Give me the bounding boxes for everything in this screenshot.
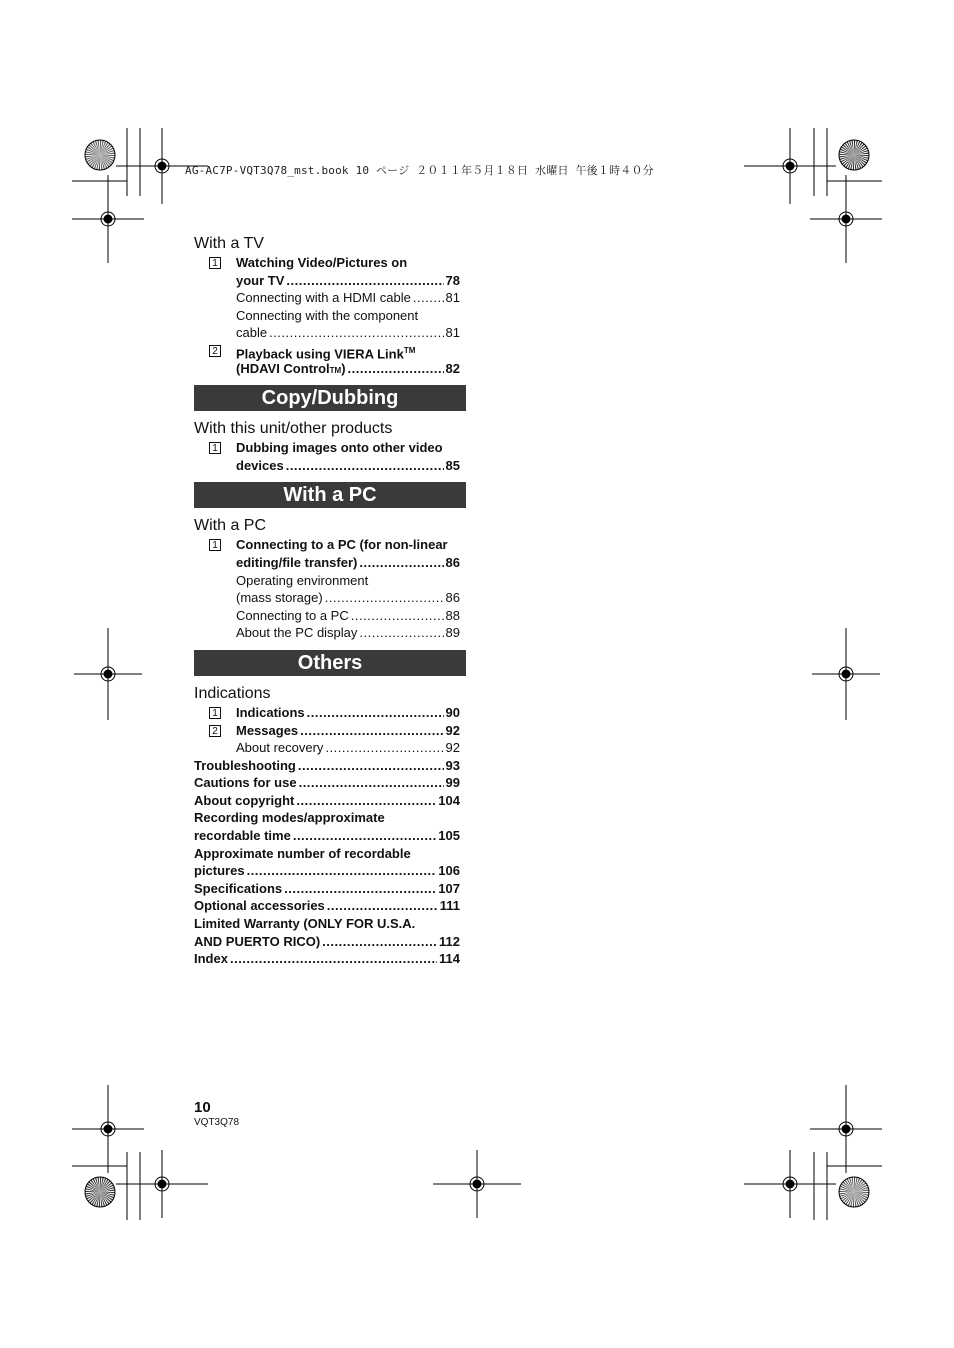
toc-subitem-label: Connecting with a HDMI cable	[236, 290, 411, 306]
toc-page-number: 112	[439, 933, 460, 949]
toc-item[interactable]	[194, 272, 466, 290]
toc-item[interactable]	[194, 704, 466, 722]
toc-subitem[interactable]	[194, 589, 466, 607]
toc-entry[interactable]	[194, 757, 466, 775]
toc-item-label: editing/file transfer)	[236, 554, 358, 570]
toc-entry-label: Troubleshooting	[194, 757, 296, 773]
toc-item[interactable]	[194, 457, 466, 475]
toc-item-label: your TV	[236, 272, 285, 288]
register-mark	[72, 175, 144, 263]
toc-item[interactable]	[194, 439, 466, 457]
starburst-icon	[839, 1177, 869, 1207]
item-number-badge: 1	[209, 442, 221, 454]
toc-item-label: Playback using VIERA Link	[236, 346, 404, 362]
toc-entry-label: Recording modes/approximate	[194, 810, 385, 826]
toc-page-number: 93	[445, 757, 460, 773]
toc-page-number: 107	[438, 880, 460, 896]
subheading-indications: Indications	[194, 684, 271, 702]
page-number: 10	[194, 1099, 211, 1116]
toc-entry[interactable]	[194, 774, 466, 792]
toc-item-label: Indications	[236, 704, 305, 720]
toc-entry[interactable]	[194, 845, 466, 863]
toc-item[interactable]	[194, 254, 466, 272]
toc-entry[interactable]	[194, 950, 466, 968]
register-mark	[812, 628, 880, 720]
toc-entry[interactable]	[194, 792, 466, 810]
toc-page-number: 106	[438, 863, 460, 879]
toc-entry-label: Optional accessories	[194, 898, 325, 914]
toc-page-number: 78	[445, 272, 460, 288]
register-mark	[116, 1150, 208, 1218]
section-bar-others: Others	[194, 650, 466, 676]
toc-entry[interactable]	[194, 933, 466, 951]
item-number-badge: 1	[209, 539, 221, 551]
toc-page-number: 90	[445, 704, 460, 720]
toc-entry-label: AND PUERTO RICO)	[194, 933, 321, 949]
toc-page-number: 81	[445, 290, 460, 306]
toc-page-number: 105	[438, 828, 460, 844]
toc-page-number: 111	[439, 898, 460, 914]
toc-item-label: (HDAVI Control	[236, 360, 330, 376]
toc-entry-label: Approximate number of recordable	[194, 845, 411, 861]
toc-entry-label: pictures	[194, 863, 245, 879]
trademark-sup: TM	[329, 365, 342, 375]
section-bar-copy-dubbing: Copy/Dubbing	[194, 385, 466, 411]
toc-page-number: 88	[445, 607, 460, 623]
register-mark	[810, 1085, 882, 1173]
toc-subitem[interactable]	[194, 739, 466, 757]
toc-page-number: 86	[445, 590, 460, 606]
subheading-with-a-pc: With a PC	[194, 517, 267, 535]
item-number-badge: 2	[209, 725, 221, 737]
toc-page-number: 99	[445, 775, 460, 791]
toc-subitem[interactable]	[194, 289, 466, 307]
document-code: VQT3Q78	[194, 1117, 240, 1128]
toc-subitem[interactable]	[194, 324, 466, 342]
toc-item-label: devices	[236, 457, 284, 473]
toc-subitem-label: Connecting to a PC	[236, 607, 349, 623]
toc-subitem[interactable]	[194, 624, 466, 642]
toc-subitem-label: Operating environment	[236, 572, 369, 588]
toc-entry-label: Limited Warranty (ONLY FOR U.S.A.	[194, 916, 416, 932]
toc-item[interactable]	[194, 342, 466, 360]
register-mark	[74, 628, 142, 720]
toc-item-label: Dubbing images onto other video	[236, 440, 443, 456]
toc-subitem-label: About recovery	[236, 740, 324, 756]
toc-subitem[interactable]	[194, 572, 466, 590]
toc-page-number: 85	[445, 457, 460, 473]
toc-subitem-label: (mass storage)	[236, 590, 323, 606]
toc-subitem[interactable]	[194, 607, 466, 625]
toc-entry[interactable]	[194, 897, 466, 915]
toc-subitem-label: cable	[236, 325, 268, 341]
trademark-sup: TM	[403, 345, 416, 355]
toc-subitem-label: Connecting with the component	[236, 307, 419, 323]
toc-entry[interactable]	[194, 809, 466, 827]
toc-item-label: Messages	[236, 722, 299, 738]
print-header-line: AG-AC7P-VQT3Q78_mst.book 10 ページ ２０１１年５月１８日 水曜日 午後１時４０分	[185, 164, 654, 177]
toc-entry[interactable]	[194, 915, 466, 933]
toc-item[interactable]	[194, 360, 466, 378]
starburst-icon	[85, 1177, 115, 1207]
toc-page-number: 82	[445, 360, 460, 376]
subheading-with-a-tv: With a TV	[194, 235, 264, 252]
toc-page-number: 114	[439, 951, 460, 967]
toc-page-number: 92	[445, 722, 460, 738]
toc-entry[interactable]	[194, 880, 466, 898]
toc-entry-label: Specifications	[194, 880, 283, 896]
subheading-with-this-unit: With this unit/other products	[194, 420, 393, 438]
toc-item[interactable]	[194, 536, 466, 554]
section-bar-with-a-pc: With a PC	[194, 482, 466, 508]
toc-subitem-label: About the PC display	[236, 625, 358, 641]
toc-item[interactable]	[194, 722, 466, 740]
register-mark	[744, 1150, 836, 1218]
toc-subitem[interactable]	[194, 307, 466, 325]
register-mark	[810, 175, 882, 263]
table-of-contents	[194, 234, 466, 968]
toc-page-number: 89	[445, 625, 460, 641]
toc-page-number: 92	[445, 740, 460, 756]
starburst-icon	[85, 140, 115, 170]
item-number-badge: 1	[209, 707, 221, 719]
register-mark	[744, 128, 836, 204]
item-number-badge: 1	[209, 257, 221, 269]
toc-entry[interactable]	[194, 827, 466, 845]
toc-page-number: 86	[445, 554, 460, 570]
toc-entry[interactable]	[194, 862, 466, 880]
toc-entry-label: About copyright	[194, 792, 295, 808]
toc-entry-label: Cautions for use	[194, 775, 297, 791]
item-number-badge: 2	[209, 345, 221, 357]
toc-item-label: Watching Video/Pictures on	[236, 255, 408, 270]
toc-item[interactable]	[194, 554, 466, 572]
register-mark	[72, 1085, 144, 1173]
toc-item-label-end: )	[341, 360, 346, 376]
toc-item-label: Connecting to a PC (for non-linear	[236, 537, 448, 553]
toc-entry-label: recordable time	[194, 828, 291, 844]
toc-entry-label: Index	[194, 951, 228, 967]
toc-page-number: 81	[445, 325, 460, 341]
starburst-icon	[839, 140, 869, 170]
toc-page-number: 104	[438, 792, 460, 808]
register-mark	[433, 1150, 521, 1218]
